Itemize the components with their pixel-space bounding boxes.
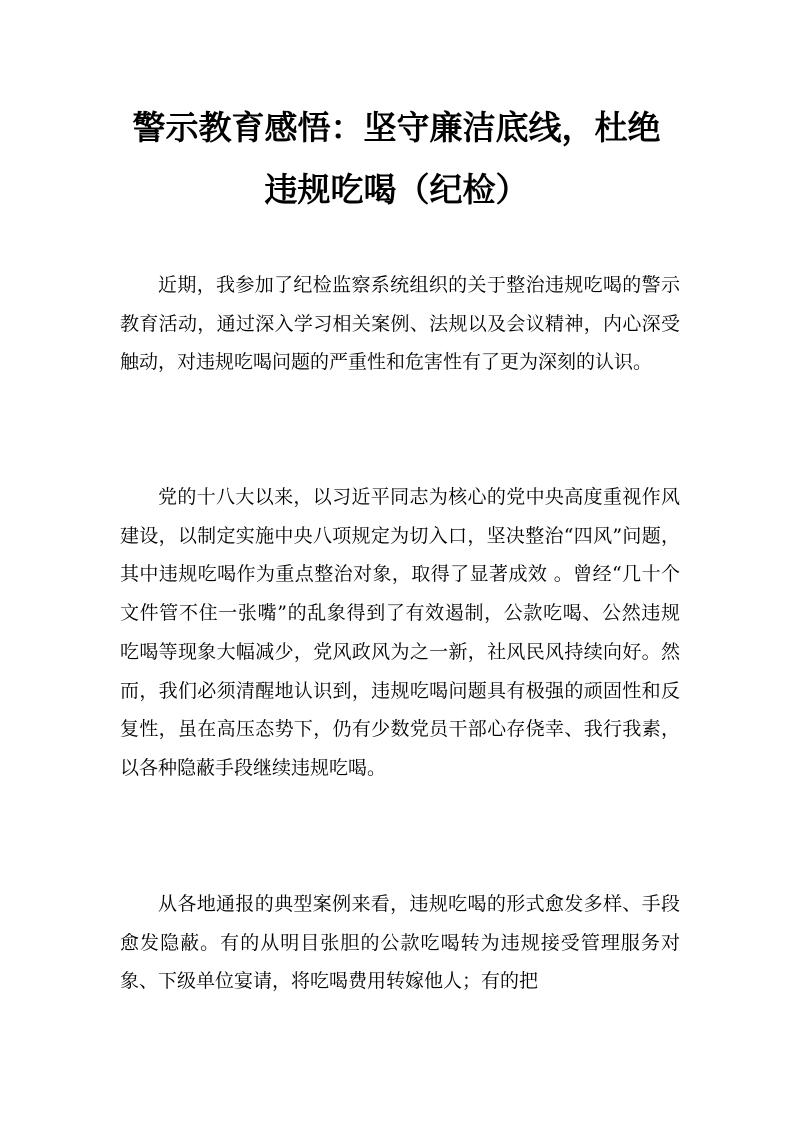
document-title-line-1: 警示教育感悟：坚守廉洁底线，杜绝 bbox=[132, 108, 661, 147]
paragraph-1: 近期，我参加了纪检监察系统组织的关于整治违规吃喝的警示教育活动，通过深入学习相关案例、法规以及会议精神，内心深受触动，对违规吃喝问题的严重性和危害性有了更为深刻的认识。 bbox=[120, 274, 680, 374]
paragraph-2: 党的十八大以来，以习近平同志为核心的党中央高度重视作风建设，以制定实施中央八项规定为切入口，坚决整治“四风”问题，其中违规吃喝作为重点整治对象，取得了显著成效 。曾经“几十个文件管不住一张嘴”的乱象得到了有效遏制，公款吃喝、公然违规吃喝等现象大幅减少，党风政风为之一新，社风民风持续向好。然而，我们必须清醒地认识到，违规吃喝问题具有极强的顽固性和反复性，虽在高压态势下，仍有少数党员干部心存侥幸、我行我素，以各种隐蔽手段继续违规吃喝。 bbox=[120, 486, 680, 779]
document-title-line-2: 违规吃喝（纪检） bbox=[264, 170, 529, 209]
paragraph-3: 从各地通报的典型案例来看，违规吃喝的形式愈发多样、手段愈发隐蔽。有的从明目张胆的公款吃喝转为违规接受管理服务对象、下级单位宴请，将吃喝费用转嫁他人；有的把 bbox=[120, 893, 680, 993]
